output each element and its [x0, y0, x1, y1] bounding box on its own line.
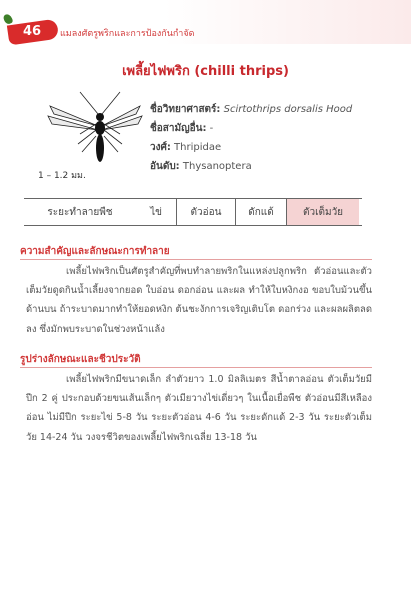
running-head: แมลงศัตรูพริกและการป้องกันกำจัด: [60, 29, 195, 39]
section-heading-damage: ความสำคัญและลักษณะการทำลาย: [20, 246, 170, 257]
section-divider: [20, 367, 372, 368]
section-text-biology: เพลี้ยไฟพริกมีขนาดเล็ก ลำตัวยาว 1.0 มิลลิเมตร สีน้ำตาลอ่อน ตัวเต็มวัยมีปีก 2 คู่ ประกอบด้วยขนเส้นเล็กๆ ตัวเมียวางไข่เดี่ยวๆ ในเนื้อเยื่อพืช ตัวอ่อนมีสีเหลืองอ่อน ไม่มีปีก ระยะไข่ 5-8 วัน ระยะตัวอ่อน 4-6 วัน ระยะดักแด้ 2-3 วัน ระยะตัวเต็มวัย 14-24 วัน วงจรชีวิตของเพลี้ยไฟพริกเฉลี่ย 13-18 วัน: [26, 374, 372, 443]
size-label: 1 – 1.2 มม.: [38, 171, 86, 181]
info-value: Thysanoptera: [182, 161, 252, 172]
info-key: วงศ์:: [150, 142, 171, 153]
common-name-row: [150, 119, 352, 138]
info-value: Scirtothrips dorsalis Hood: [223, 104, 353, 115]
info-key: อันดับ:: [150, 161, 180, 172]
scientific-name-row: [150, 100, 352, 119]
thrips-illustration: [40, 86, 150, 168]
info-value: -: [209, 123, 214, 134]
damage-stage-table: [24, 198, 362, 226]
info-key: ชื่อสามัญอื่น:: [150, 123, 207, 134]
info-key: ชื่อวิทยาศาสตร์:: [150, 104, 221, 115]
stage-egg: ไข่: [150, 206, 162, 218]
section-divider: [20, 259, 372, 260]
page-number: 46: [22, 24, 42, 39]
order-row: [150, 157, 352, 176]
stage-adult: ตัวเต็มวัย: [286, 199, 359, 225]
stage-larva: ตัวอ่อน: [176, 199, 235, 225]
stage-table-label: ระยะทำลายพืช: [47, 206, 113, 218]
family-row: [150, 138, 352, 157]
section-text-damage: เพลี้ยไฟพริกเป็นศัตรูสำคัญที่พบทำลายพริกในแหล่งปลูกพริก ตัวอ่อนและตัวเต็มวัยดูดกินน้ำเลี้ยงจากยอด ใบอ่อน ดอกอ่อน และผล ทำให้ใบหงิกงอ ขอบใบม้วนขึ้นด้านบน ถ้าระบาดมากทำให้ยอดหงิก ต้นชะงักการเจริญเติบโต ดอกร่วง และผลผลิตลดลง ซึ่งมักพบระบาดในช่วงหน้าแล้ง: [26, 266, 372, 335]
taxonomy-info: [150, 100, 352, 176]
stage-pupa: ดักแด้: [235, 199, 286, 225]
info-value: Thripidae: [174, 142, 222, 153]
section-heading-biology: รูปร่างลักษณะและชีวประวัติ: [20, 354, 141, 365]
page-title: เพลี้ยไฟพริก (chilli thrips): [122, 64, 289, 79]
